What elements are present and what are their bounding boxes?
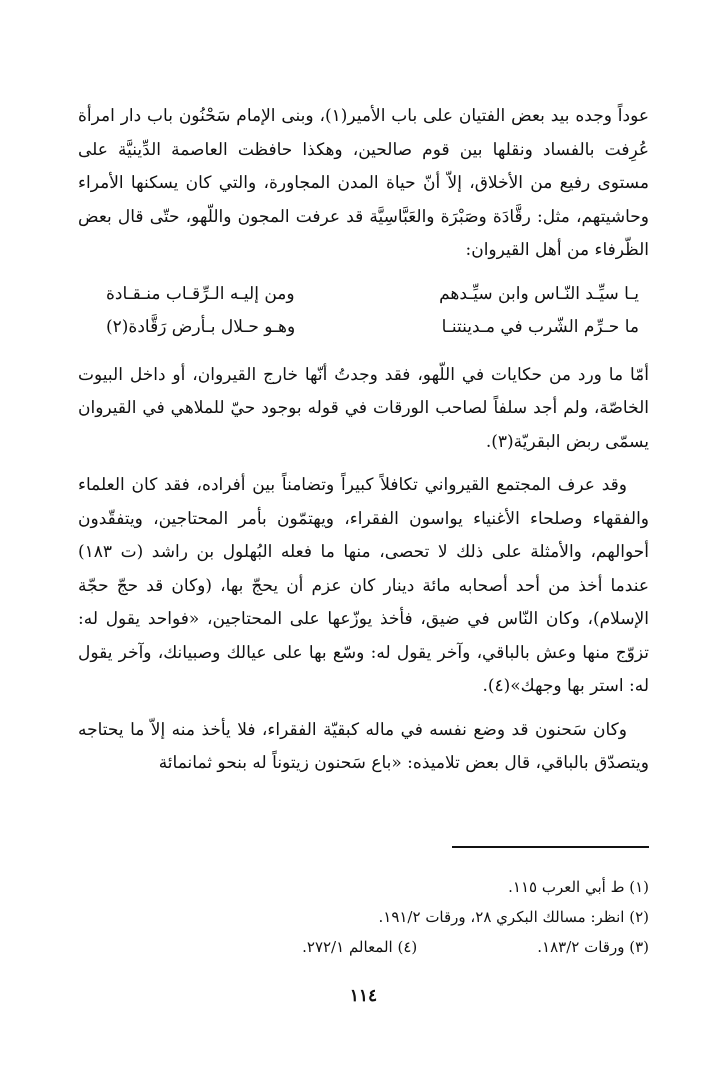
- footnote-2: (٢) انظر: مسالك البكري ٢٨، ورقات ١٩١/٢.: [378, 908, 649, 926]
- paragraph-2: أمّا ما ورد من حكايات في اللّهو، فقد وجدتُ أنّها خارج القيروان، أو داخل البيوت الخاصّة، ولم أجد سلفاً لصاحب الورقات في قوله بوجود حيّ للملاهي في القيروان يسمّى ربض البقريّة(٣).: [78, 364, 649, 452]
- paragraph-3: وقد عرف المجتمع القيرواني تكافلاً كبيراً وتضامناً بين أفراده، فقد كان العلماء والفقهاء وصلحاء الأغنياء يواسون الفقراء، ويهتمّون بأمر المحتاجين، ويتفقّدون أحوالهم، والأمثلة على ذلك لا تحصى، منها ما فعله البُهلول بن راشد (ت ١٨٣) عندما أخذ من أحد أصحابه مائة دينار كان عزم أن يحجّ بها، (وكان قد حجّ حجّة الإسلام)، وكان النّاس في ضيق، فأخذ يوزّعها على المحتاجين، «فواحد يقول له: تزوّج منها وعش بالباقي، وآخر يقول له: وسّع بها على عيالك وصبيانك، وآخر يقول له: استر بها وجهك»(٤).: [78, 475, 649, 696]
- verse-1-first-hemistich: يـا سيِّـد النّـاس وابن سيِّـدهم: [439, 283, 639, 304]
- verse-1-second-hemistich: ومن إليـه الـرِّقـاب منـقـادة: [106, 283, 295, 304]
- footnote-4: (٤) المعالم ٢٧٢/١.: [302, 938, 418, 956]
- poem-verse-1: [78, 278, 649, 312]
- footnote-separator: [452, 846, 649, 848]
- footnote-3: (٣) ورقات ١٨٣/٢.: [537, 938, 649, 956]
- paragraph-1: عوداً وجده بيد بعض الفتيان على باب الأمير(١)، وبنى الإمام سَحْنُون باب دار امرأة عُرِفت بالفساد ونقلها بين قوم صالحين، وهكذا حافظت العاصمة الدِّينيَّة على مستوى رفيع من الأخلاق، إلاّ أنّ حياة المدن المجاورة، والتي كان يسكنها الأمراء وحاشيتهم، مثل: رقَّادَة وصَبْرَة والعَبَّاسِيَّة قد عرفت المجون واللّهو، حتّى قال بعض الظّرفاء من أهل القيروان:: [78, 106, 650, 260]
- paragraph-4: وكان سَحنون قد وضع نفسه في ماله كبقيّة الفقراء، فلا يأخذ منه إلاّ ما يحتاجه ويتصدّق بالباقي، قال بعض تلاميذه: «باع سَحنون زيتوناً له بنحو ثمانمائة: [78, 719, 649, 773]
- footnotes: [78, 872, 649, 962]
- poem-verse-2: [78, 311, 649, 345]
- verse-2-first-hemistich: ما حـرِّم الشّرب في مـدينتنـا: [441, 317, 639, 337]
- footnote-1: (١) ط أبي العرب ١١٥.: [508, 878, 649, 896]
- main-text: [78, 100, 649, 791]
- verse-2-second-hemistich: وهـو حـلال بـأرض رَقَّادة(٢): [106, 317, 296, 337]
- poem: [78, 278, 649, 345]
- page-number: ١١٤: [349, 986, 378, 1006]
